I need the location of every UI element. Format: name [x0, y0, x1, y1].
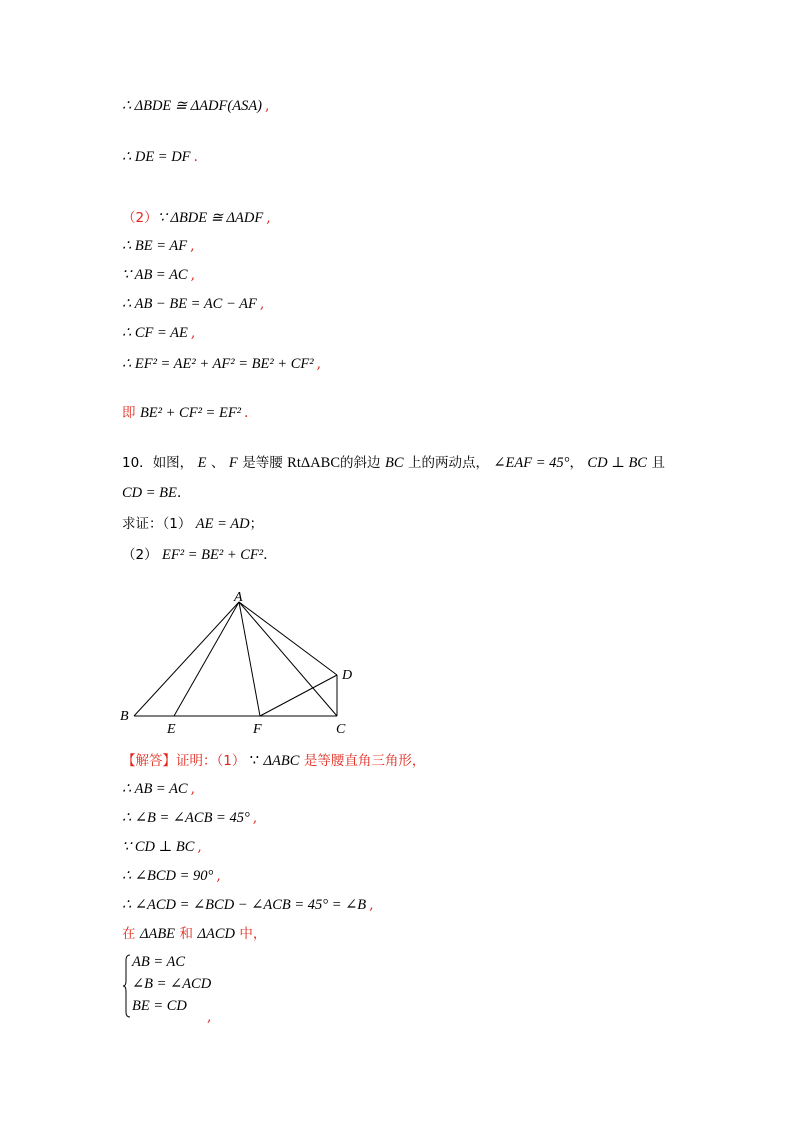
- solution-line4: ∴ ∠BCD = 90° ,: [122, 868, 221, 884]
- proof2-line3: ∵ AB = AC ,: [122, 267, 196, 283]
- proof1-line1: ∴ ΔBDE ≅ ΔADF(ASA) ,: [122, 98, 270, 114]
- proof2-line4: ∴ AB − BE = AC − AF ,: [122, 296, 265, 312]
- system-comma: ,: [207, 1009, 212, 1025]
- problem10-prove1: 求证：（1） AE = AD；: [122, 516, 264, 532]
- left-brace: [122, 954, 132, 1018]
- proof2-line1: （2）∵ ΔBDE ≅ ΔADF ,: [122, 210, 271, 226]
- point-label-f: F: [253, 722, 262, 737]
- point-label-c: C: [336, 722, 346, 737]
- proof2-line6: ∴ EF² = AE² + AF² = BE² + CF² ,: [122, 356, 322, 372]
- segment-ab: [134, 602, 239, 716]
- solution-line1: ∴ AB = AC ,: [122, 781, 196, 797]
- proof2-line5: ∴ CF = AE ,: [122, 325, 196, 341]
- problem10-line1: 10．如图， E 、 F 是等腰 RtΔABC的斜边 BC 上的两动点， ∠EAF = 45°， CD ⊥ BC 且: [122, 455, 665, 471]
- system-line-3: BE = CD: [132, 998, 187, 1014]
- point-label-b: B: [120, 709, 129, 724]
- segment-ae: [174, 602, 239, 716]
- solution-intro: 【解答】证明：（1） ∵ ΔABC 是等腰直角三角形，: [122, 753, 426, 769]
- solution-line5: ∴ ∠ACD = ∠BCD − ∠ACB = 45° = ∠B ,: [122, 897, 374, 913]
- problem10-line2: CD = BE.: [122, 485, 182, 501]
- segment-ad: [239, 602, 337, 675]
- problem10-prove2: （2） EF² = BE² + CF².: [122, 547, 268, 563]
- point-label-e: E: [167, 722, 176, 737]
- segment-fd: [260, 675, 337, 716]
- geometry-figure: [110, 585, 370, 740]
- point-label-a: A: [234, 590, 243, 605]
- solution-line2: ∴ ∠B = ∠ACB = 45° ,: [122, 810, 258, 826]
- proof2-conclusion: 即 BE² + CF² = EF² .: [122, 405, 249, 421]
- proof2-line2: ∴ BE = AF ,: [122, 238, 195, 254]
- proof1-line2: ∴ DE = DF .: [122, 149, 198, 165]
- point-label-d: D: [342, 668, 353, 683]
- solution-line6: 在 ΔABE 和 ΔACD 中，: [122, 926, 267, 942]
- segment-af: [239, 602, 260, 716]
- system-line-2: ∠B = ∠ACD: [132, 976, 212, 992]
- system-line-1: AB = AC: [132, 954, 186, 970]
- solution-line3: ∵ CD ⊥ BC ,: [122, 839, 202, 855]
- segment-ac: [239, 602, 337, 716]
